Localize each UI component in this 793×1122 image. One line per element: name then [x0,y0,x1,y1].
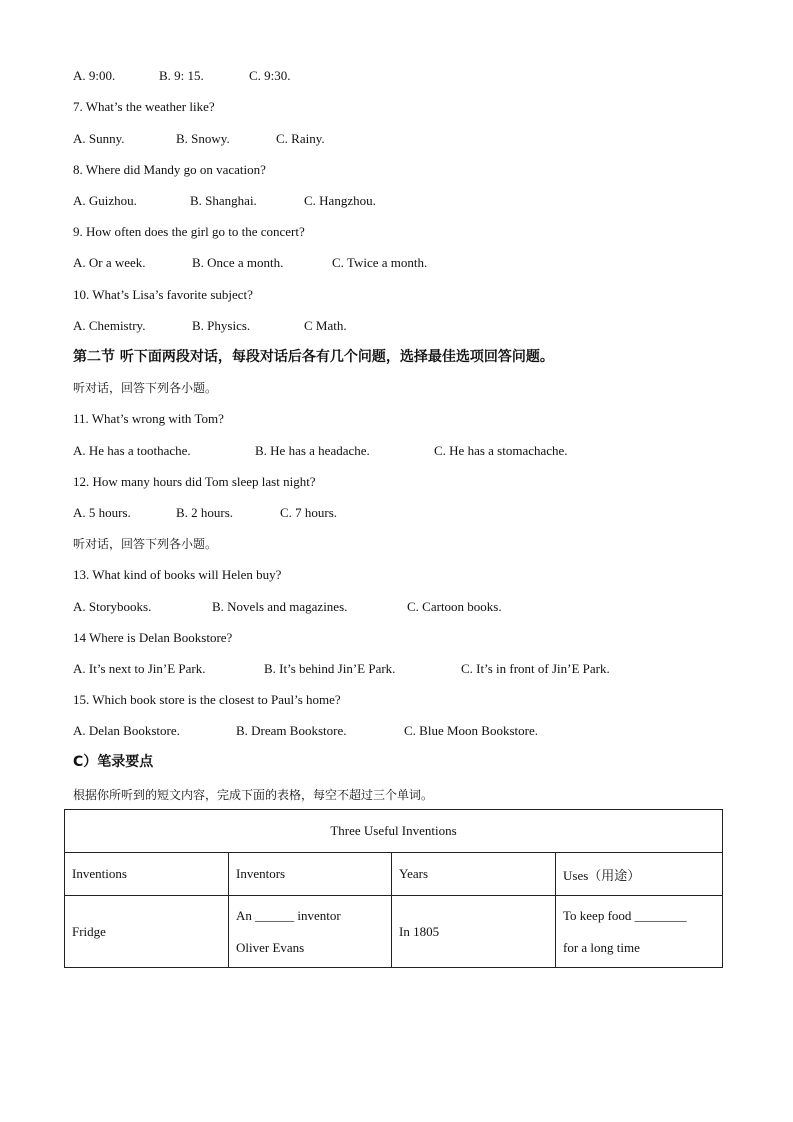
option-b: B. Dream Bookstore. [236,723,347,738]
option-c: C. Rainy. [276,131,325,146]
question-8: 8. Where did Mandy go on vacation? [73,162,266,177]
cell-use [556,896,723,968]
question-14: 14 Where is Delan Bookstore? [73,630,233,645]
option-c: C Math. [304,318,347,333]
instruction-2: 听对话，回答下列各小题。 [73,537,218,551]
option-a: A. Delan Bookstore. [73,723,180,738]
section-2-heading: 第二节 听下面两段对话，每段对话后各有几个问题，选择最佳选项回答问题。 [73,349,554,365]
option-a: A. Chemistry. [73,318,146,333]
use-blank-line[interactable]: To keep food ________ [563,907,687,923]
option-b: B. 2 hours. [176,505,234,520]
cell-invention: Fridge [65,896,229,968]
option-b: B. Physics. [192,318,251,333]
use-line-2: for a long time [563,939,640,955]
question-11: 11. What’s wrong with Tom? [73,411,224,426]
cell-inventor [229,896,392,968]
option-a: A. Guizhou. [73,193,137,208]
header-years: Years [392,853,556,896]
option-a: A. Or a week. [73,255,146,270]
option-a: A. He has a toothache. [73,443,191,458]
option-c: C. Hangzhou. [304,193,376,208]
instruction-1: 听对话，回答下列各小题。 [73,381,218,395]
question-10: 10. What’s Lisa’s favorite subject? [73,287,253,302]
question-7: 7. What’s the weather like? [73,99,215,114]
header-inventions: Inventions [65,853,229,896]
option-a: A. 5 hours. [73,505,131,520]
header-inventors: Inventors [229,853,392,896]
option-c: C. He has a stomachache. [434,443,568,458]
option-b: B. He has a headache. [255,443,370,458]
option-c: C. Cartoon books. [407,599,502,614]
question-12: 12. How many hours did Tom sleep last night? [73,474,316,489]
question-13: 13. What kind of books will Helen buy? [73,567,282,582]
option-a: A. Storybooks. [73,599,152,614]
question-15: 15. Which book store is the closest to Paul’s home? [73,692,341,707]
option-a: A. Sunny. [73,131,125,146]
option-c: C. It’s in front of Jin’E Park. [461,661,610,676]
option-b: B. Snowy. [176,131,230,146]
question-9: 9. How often does the girl go to the concert? [73,224,305,239]
cell-year: In 1805 [392,896,556,968]
inventor-blank-line[interactable]: An ______ inventor [236,907,341,923]
option-b: B. Once a month. [192,255,284,270]
section-c-heading: C）笔录要点 [73,754,154,770]
option-c: C. Twice a month. [332,255,428,270]
inventor-name: Oliver Evans [236,939,305,955]
option-b: B. Novels and magazines. [212,599,348,614]
option-b: B. Shanghai. [190,193,257,208]
option-c: C. Blue Moon Bookstore. [404,723,538,738]
option-c: C. 7 hours. [280,505,338,520]
table-row [65,896,723,968]
option-b: B. 9: 15. [159,68,204,83]
option-a: A. It’s next to Jin’E Park. [73,661,206,676]
inventions-table [64,809,723,968]
option-b: B. It’s behind Jin’E Park. [264,661,396,676]
option-a: A. 9:00. [73,68,116,83]
section-c-instruction: 根据你所听到的短文内容，完成下面的表格，每空不超过三个单词。 [73,788,434,802]
header-uses: Uses（用途） [556,853,723,896]
option-c: C. 9:30. [249,68,291,83]
table-title: Three Useful Inventions [65,810,723,853]
